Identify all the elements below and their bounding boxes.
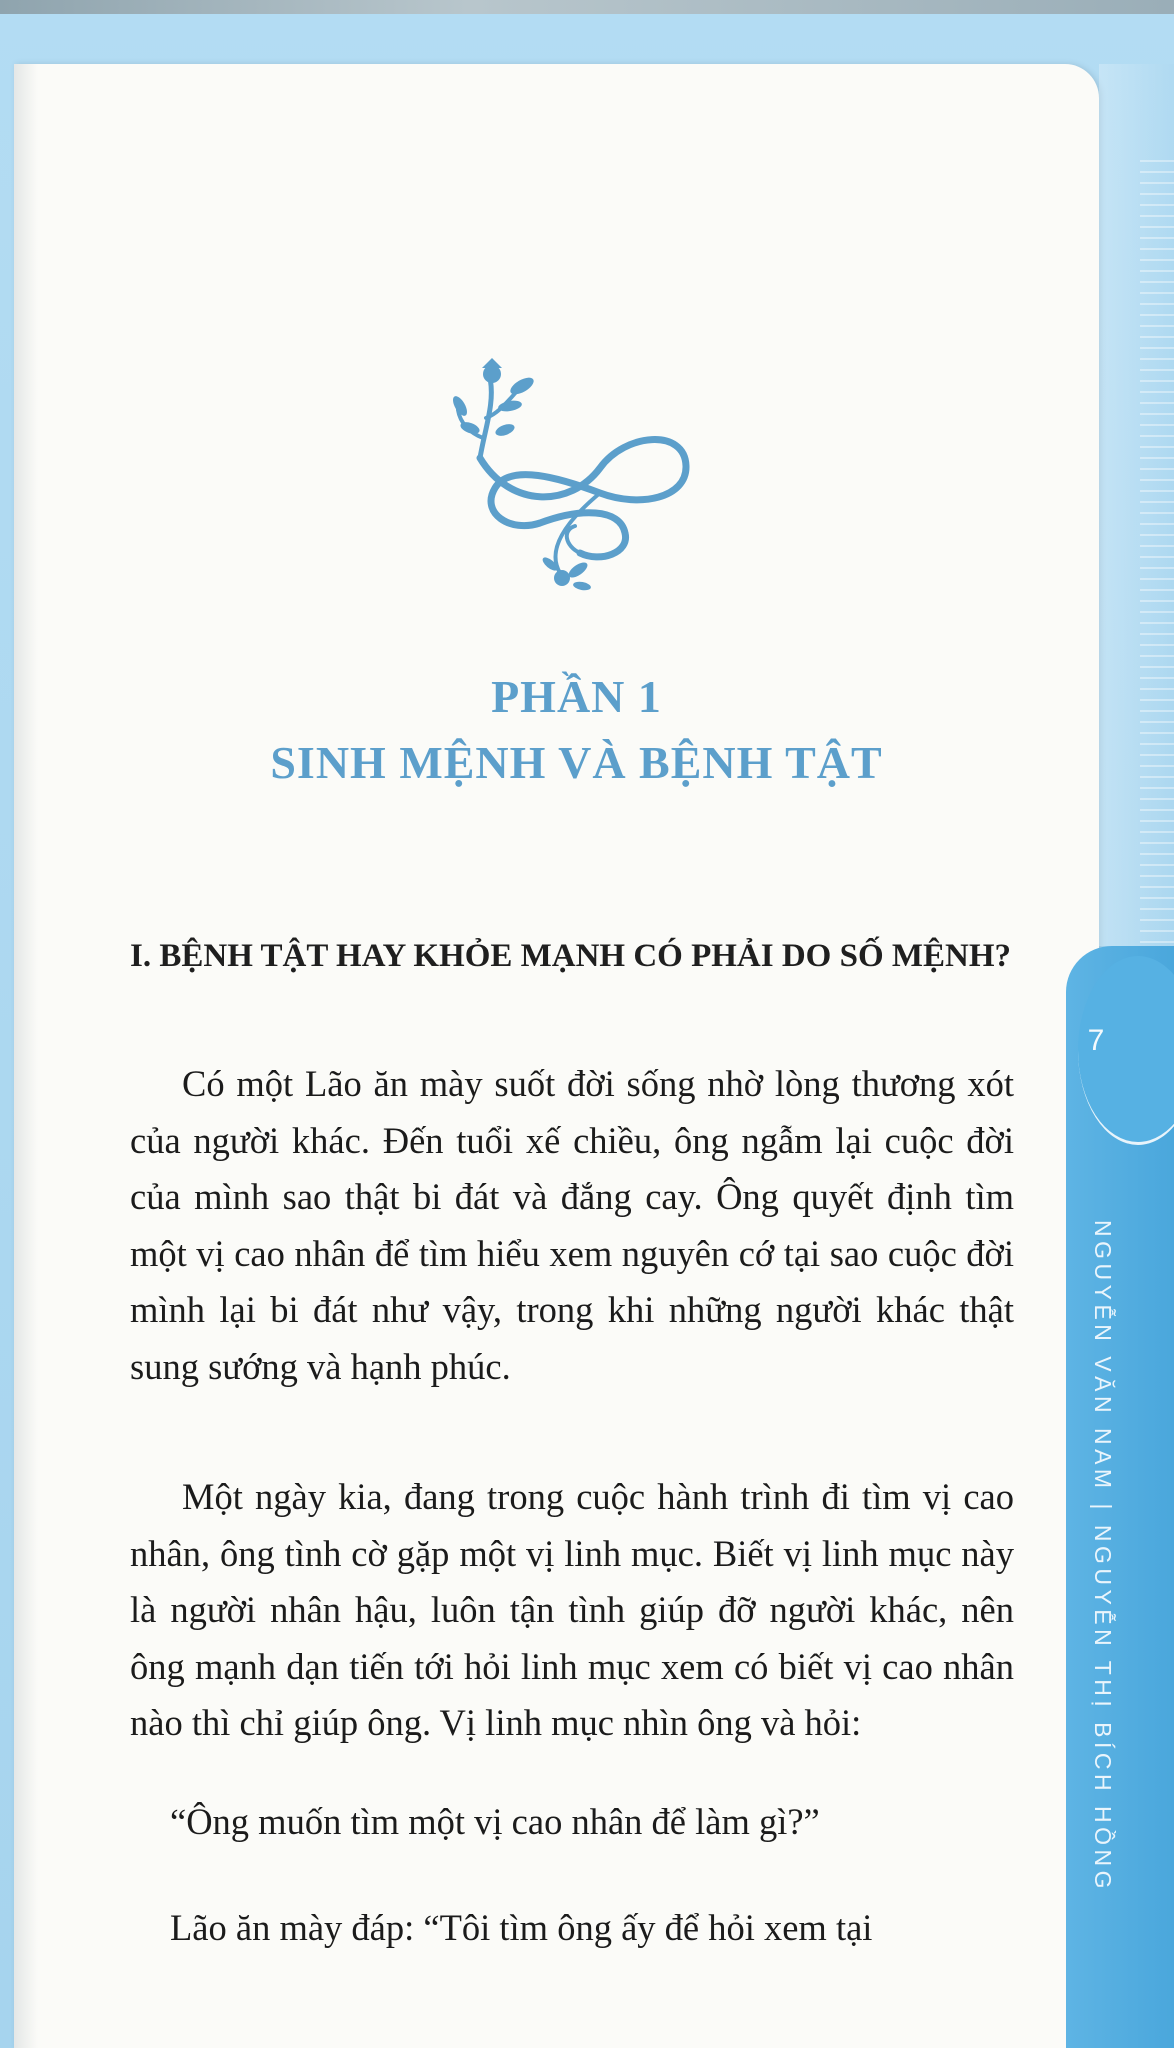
cover-edge-shade <box>1099 64 1174 946</box>
part-number: PHẦN 1 <box>491 671 662 722</box>
section-heading: I. BỆNH TẬT HAY KHỎE MẠNH CÓ PHẢI DO SỐ MỆNH? <box>130 938 1012 974</box>
page-number: 7 <box>1087 1024 1105 1057</box>
paragraph-quote: “Ông muốn tìm một vị cao nhân để làm gì?” <box>170 1801 820 1842</box>
floral-flourish-icon <box>450 358 700 608</box>
author-names: NGUYỄN VĂN NAM | NGUYỄN THỊ BÍCH HỒNG <box>1090 1220 1116 1893</box>
paragraph: Lão ăn mày đáp: “Tôi tìm ông ấy để hỏi xem tại <box>170 1907 873 1948</box>
page-gutter-shadow <box>14 64 38 2048</box>
paragraph: Một ngày kia, đang trong cuộc hành trình đi tìm vị cao nhân, ông tình cờ gặp một vị linh mục. Biết vị linh mục này là người nhân hậu, luôn tận tình giúp đỡ người khác, nên ông mạnh dạn tiến tới hỏi linh mục xem có biết vị cao nhân nào thì chỉ giúp ông. Vị linh mục nhìn ông và hỏi: <box>130 1476 1014 1744</box>
background-surface <box>0 0 1174 14</box>
book-page <box>14 64 1099 2048</box>
part-title: SINH MỆNH VÀ BỆNH TẬT <box>270 737 883 788</box>
paragraph: Có một Lão ăn mày suốt đời sống nhờ lòng thương xót của người khác. Đến tuổi xế chiều, ông ngẫm lại cuộc đời của mình sao thật bi đát và đắng cay. Ông quyết định tìm một vị cao nhân để tìm hiểu xem nguyên cớ tại sao cuộc đời mình lại bi đát như vậy, trong khi những người khác thật sung sướng và hạnh phúc. <box>130 1063 1014 1387</box>
